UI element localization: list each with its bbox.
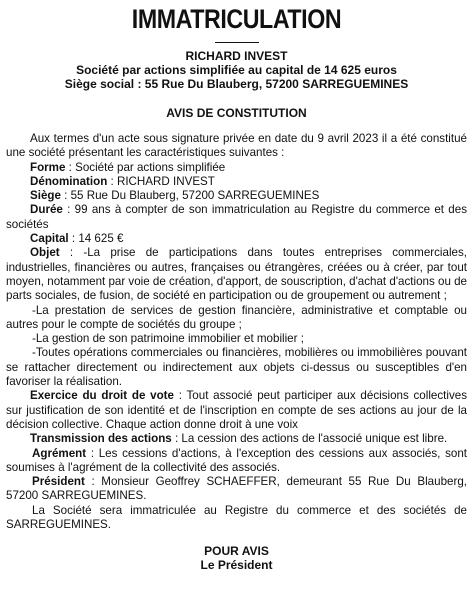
field-objet [6, 246, 467, 303]
clause-label: Transmission des actions [30, 432, 172, 446]
clause-approval [6, 447, 467, 476]
field-value: : 99 ans à compter de son immatriculation au Registre du commerce et des sociétés [6, 203, 467, 231]
signature-line1: POUR AVIS [204, 544, 269, 559]
object-item: -La gestion de son patrimoine immobilier et mobilier ; [32, 332, 304, 346]
company-seat: Siège social : 55 Rue Du Blauberg, 57200 SARREGUEMINES [64, 77, 409, 91]
field-value: : RICHARD INVEST [107, 174, 215, 188]
field-denomination [6, 175, 467, 189]
clause-value: : Les cessions d'actions, à l'exception des cessions aux associés, sont soumises à l'agrément de la collectivité des associés. [6, 446, 467, 474]
field-value: : -La prise de participations dans toutes entreprises commerciales, industrielles, financières ou autres, françaises ou étrangères, créées ou à créer, par tout moyen, notamment par voie de création, d'apport, de souscription, d'achat d'actions ou de parts sociales, de fusion, de société en participation ou de groupement ou autrement ; [6, 246, 468, 303]
clause-value: : Monsieur Geoffrey SCHAEFFER, demeurant 55 Rue Du Blauberg, 57200 SARREGUEMINES. [6, 475, 467, 503]
company-capital: Société par actions simplifiée au capital de 14 625 euros [76, 63, 397, 77]
closing-paragraph: La Société sera immatriculée au Registre du commerce et des sociétés de SARREGUEMINES. [6, 503, 467, 532]
field-value: : 14 625 € [68, 232, 124, 246]
notice-body [6, 132, 467, 532]
field-siege [6, 189, 467, 203]
field-label: Durée [30, 203, 63, 217]
field-label: Objet [30, 246, 60, 260]
field-label: Siège [30, 189, 61, 203]
clause-label: Président [32, 475, 85, 489]
object-item: -La prestation de services de gestion financière, administrative et comptable ou autres pour le compte de sociétés du groupe ; [6, 303, 467, 331]
clause-label: Exercice du droit de vote [30, 389, 174, 403]
company-name: RICHARD INVEST [185, 49, 288, 63]
field-label: Forme [30, 160, 66, 174]
title-divider [215, 42, 259, 43]
field-label: Capital [30, 232, 69, 246]
field-capital [6, 232, 467, 246]
signature-line2: Le Président [200, 558, 273, 573]
intro-paragraph: Aux termes d'un acte sous signature privée en date du 9 avril 2023 il a été constitué une société présentant les caractéristiques suivantes : [6, 132, 467, 160]
signature-block [6, 544, 467, 572]
clause-value: : La cession des actions de l'associé unique est libre. [171, 432, 448, 446]
clause-share-transfer [6, 432, 467, 446]
clause-voting-rights [6, 389, 467, 432]
field-forme [6, 161, 467, 175]
clause-value: : Tout associé peut participer aux décisions collectives sur justification de son identité et de l'inscription en compte de ses actions au jour de la décision collective. Chaque action donne droit à une voix [6, 389, 467, 431]
notice-heading: AVIS DE CONSTITUTION [166, 106, 307, 120]
legal-notice [0, 4, 473, 605]
field-label: Dénomination [30, 174, 108, 188]
field-value: : 55 Rue Du Blauberg, 57200 SARREGUEMINES [60, 189, 320, 203]
clause-president [6, 475, 467, 504]
field-duree [6, 203, 467, 232]
page-title: IMMATRICULATION [131, 4, 342, 34]
object-item: -Toutes opérations commerciales ou financières, mobilières ou immobilières pouvant se rattacher directement ou indirectement aux objets ci-dessus ou susceptibles d'en favoriser la réalisation. [6, 346, 467, 389]
field-value: : Société par actions simplifiée [65, 160, 226, 174]
clause-label: Agrément [32, 446, 87, 460]
